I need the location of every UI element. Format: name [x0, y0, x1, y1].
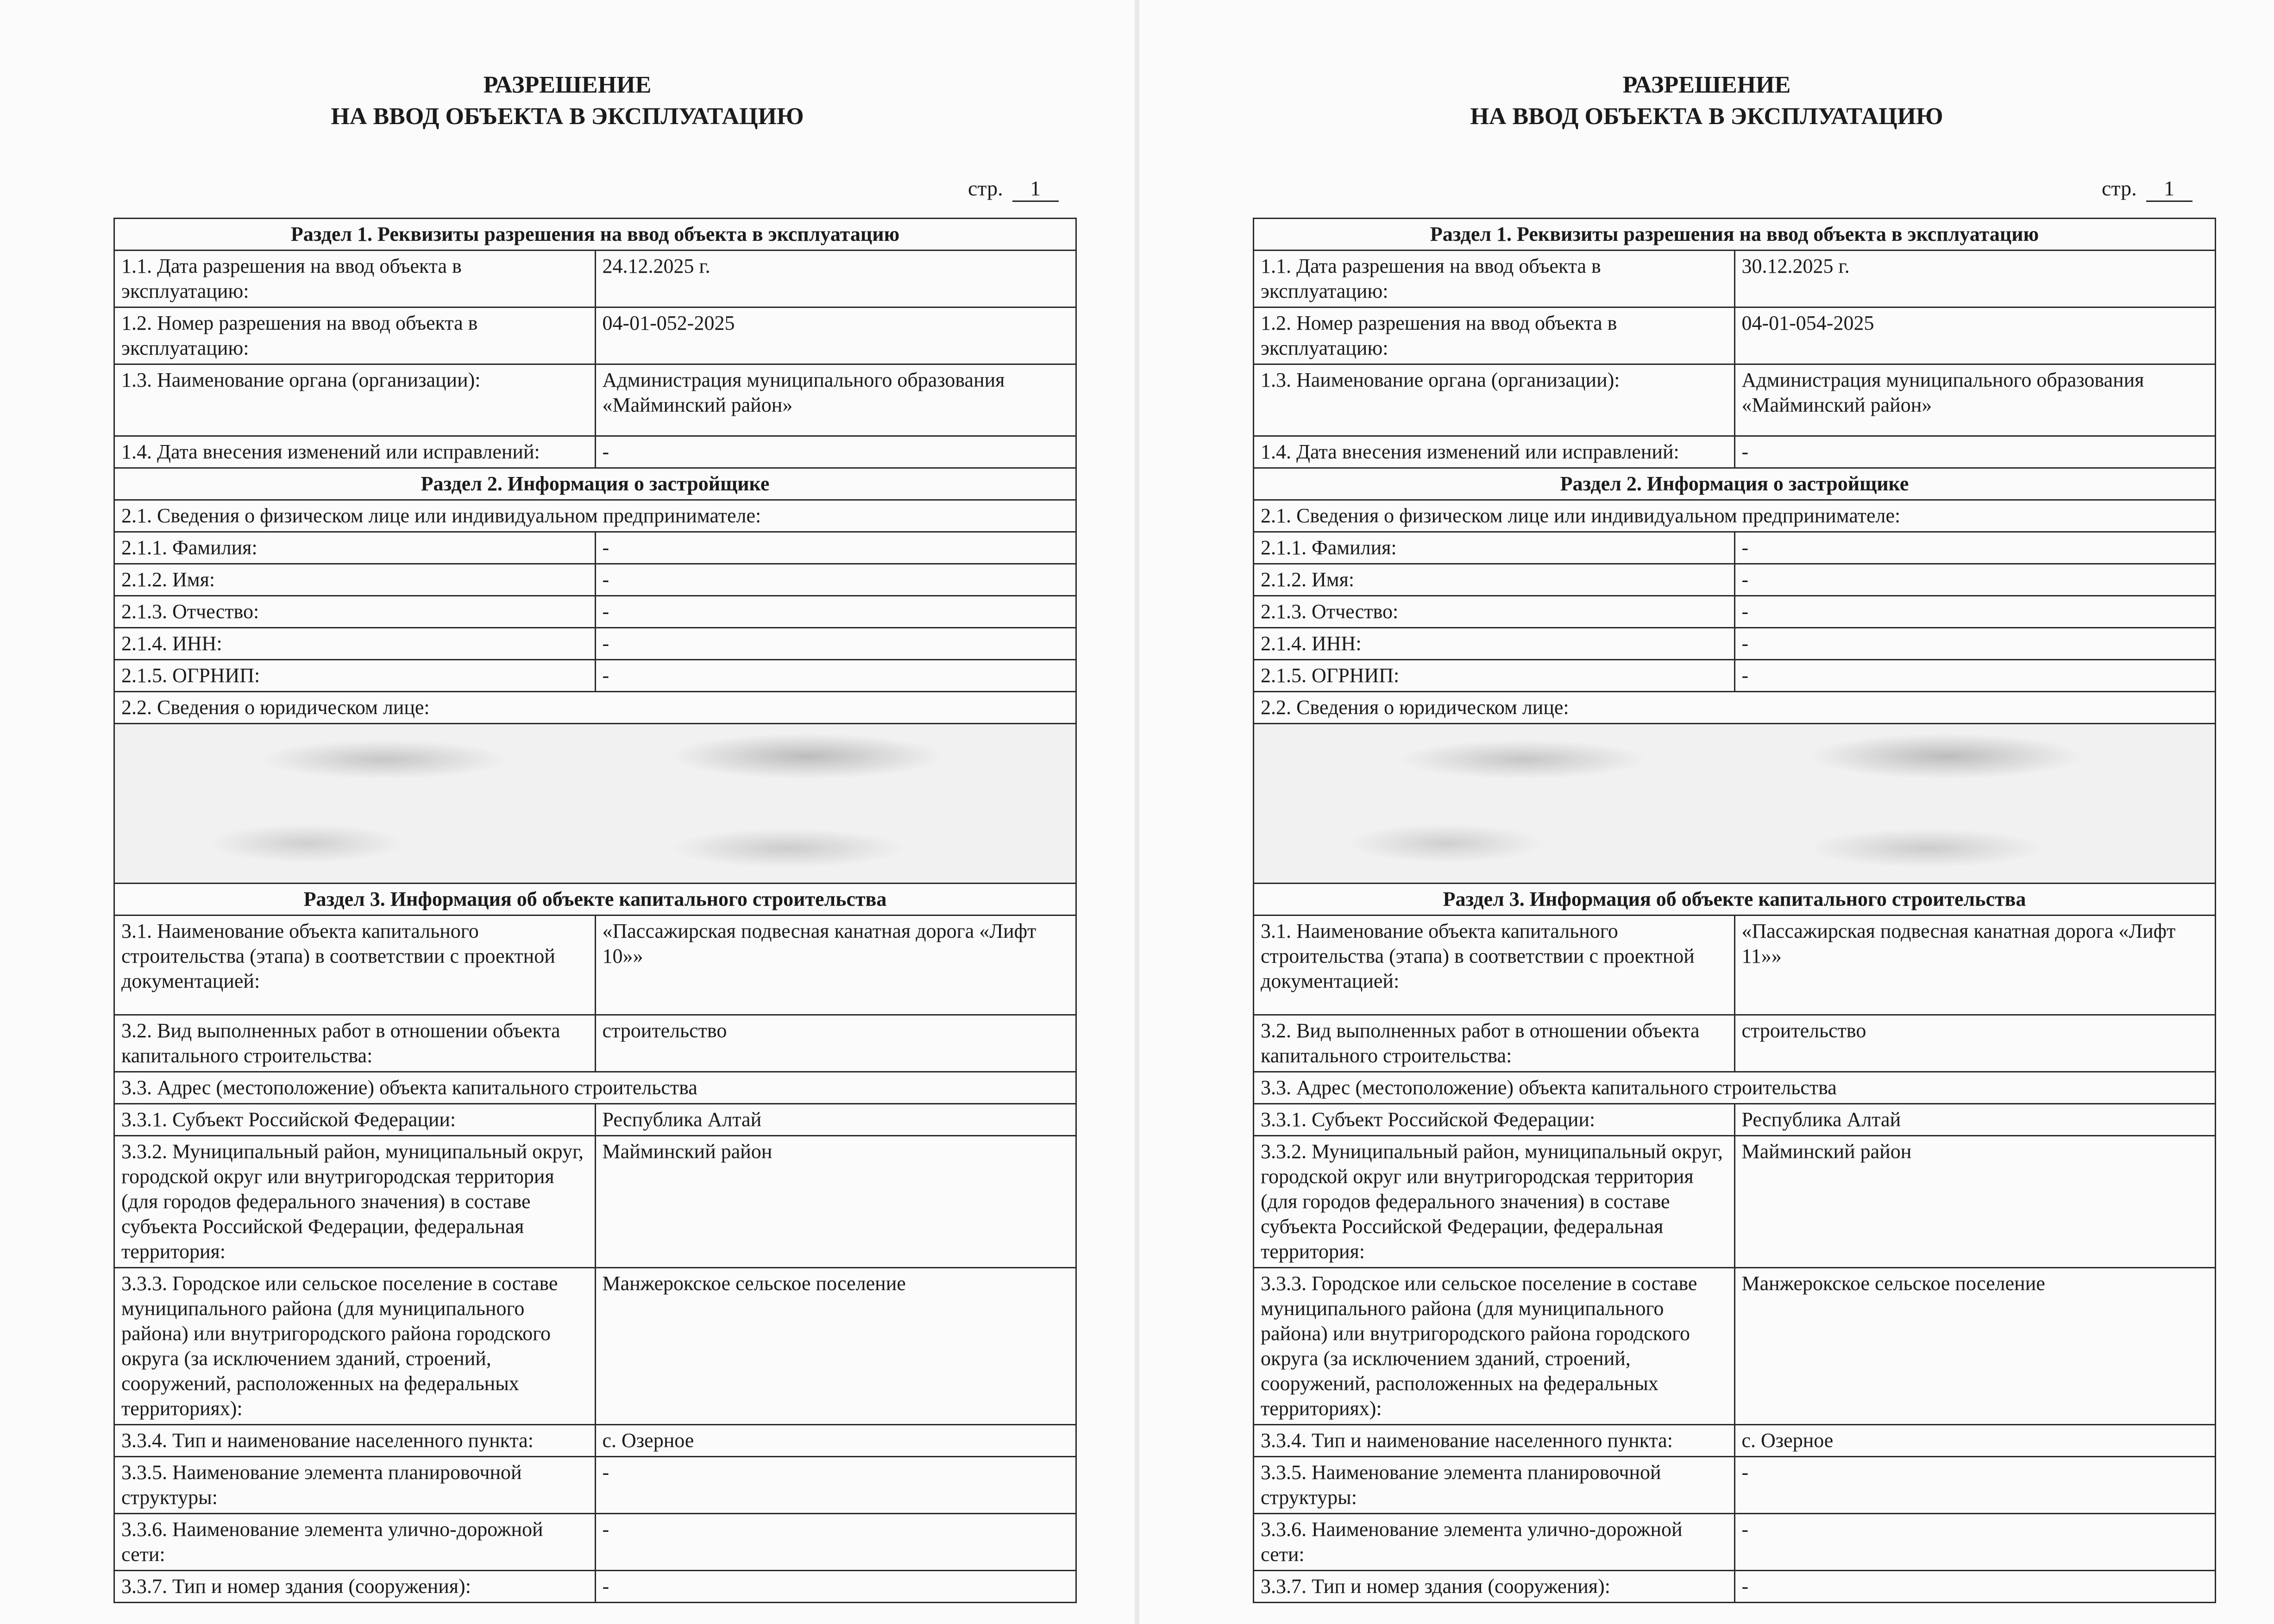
table-row	[114, 1514, 1076, 1571]
table-row	[114, 436, 1076, 468]
row-value: 30.12.2025 г.	[1734, 251, 2216, 307]
table-row	[114, 1425, 1076, 1457]
table-row	[1254, 364, 2216, 436]
table-row	[1254, 1457, 2216, 1514]
table-row	[114, 915, 1076, 1015]
row-label: 3.3.6. Наименование элемента улично-дорожной сети:	[1254, 1514, 1735, 1571]
table-row	[1254, 1015, 2216, 1072]
row-value: -	[1734, 1571, 2216, 1603]
table-row	[1254, 1425, 2216, 1457]
table-row	[1254, 564, 2216, 596]
row-label: 2.1.1. Фамилия:	[1254, 532, 1735, 564]
row-value: -	[595, 532, 1076, 564]
row-label: 1.2. Номер разрешения на ввод объекта в эксплуатацию:	[1254, 307, 1735, 364]
row-label: 3.3.7. Тип и номер здания (сооружения):	[114, 1571, 596, 1603]
row-value: с. Озерное	[1734, 1425, 2216, 1457]
row-label: 3.3.7. Тип и номер здания (сооружения):	[1254, 1571, 1735, 1603]
row-value: строительство	[595, 1015, 1076, 1072]
row-label: 3.3.4. Тип и наименование населенного пункта:	[1254, 1425, 1735, 1457]
row-label: 2.1.3. Отчество:	[114, 596, 596, 628]
row-label: 2.1. Сведения о физическом лице или индивидуальном предпринимателе:	[114, 500, 1076, 532]
row-value: Манжерокское сельское поселение	[1734, 1268, 2216, 1425]
row-label: 3.2. Вид выполненных работ в отношении объекта капитального строительства:	[114, 1015, 596, 1072]
section-3-title: Раздел 3. Информация об объекте капитального строительства	[114, 884, 1076, 915]
section-1-title: Раздел 1. Реквизиты разрешения на ввод объекта в эксплуатацию	[114, 219, 1076, 251]
row-value: 04-01-054-2025	[1734, 307, 2216, 364]
row-label: 3.1. Наименование объекта капитального строительства (этапа) в соответствии с проектной документацией:	[1254, 915, 1735, 1015]
row-value: -	[595, 564, 1076, 596]
row-label: 1.1. Дата разрешения на ввод объекта в эксплуатацию:	[114, 251, 596, 307]
row-value: -	[595, 628, 1076, 660]
permit-page-left	[0, 0, 1135, 1624]
page-number-value: 1	[1012, 176, 1059, 202]
row-value: «Пассажирская подвесная канатная дорога «Лифт 11»»	[1734, 915, 2216, 1015]
table-row	[114, 1015, 1076, 1072]
row-label: 1.4. Дата внесения изменений или исправлений:	[114, 436, 596, 468]
section-1-title: Раздел 1. Реквизиты разрешения на ввод объекта в эксплуатацию	[1254, 219, 2216, 251]
row-label: 1.1. Дата разрешения на ввод объекта в эксплуатацию:	[1254, 251, 1735, 307]
table-row	[1254, 915, 2216, 1015]
permit-page-right	[1139, 0, 2274, 1624]
title-line-2: НА ВВОД ОБЪЕКТА В ЭКСПЛУАТАЦИЮ	[1470, 103, 1943, 130]
row-label: 3.3.1. Субъект Российской Федерации:	[114, 1104, 596, 1136]
table-row	[1254, 1571, 2216, 1603]
row-value: строительство	[1734, 1015, 2216, 1072]
row-label: 2.2. Сведения о юридическом лице:	[1254, 692, 2216, 724]
row-label: 2.1.3. Отчество:	[1254, 596, 1735, 628]
table-row	[114, 364, 1076, 436]
table-row	[114, 564, 1076, 596]
table-row	[1254, 1268, 2216, 1425]
section-3-title: Раздел 3. Информация об объекте капитального строительства	[1254, 884, 2216, 915]
table-row	[114, 251, 1076, 307]
row-label: 3.3.3. Городское или сельское поселение в составе муниципального района (для муниципального района) или внутригородского района городского округа (за исключением зданий, строений, сооружений, расположенных на федеральных территориях):	[1254, 1268, 1735, 1425]
row-label: 3.3.2. Муниципальный район, муниципальный округ, городской округ или внутригородская территория (для городов федерального значения) в составе субъекта Российской Федерации, федеральная территория:	[1254, 1136, 1735, 1268]
row-label: 3.2. Вид выполненных работ в отношении объекта капитального строительства:	[1254, 1015, 1735, 1072]
table-row	[1254, 1136, 2216, 1268]
table-row	[114, 1571, 1076, 1603]
table-row	[1254, 628, 2216, 660]
row-value: Республика Алтай	[1734, 1104, 2216, 1136]
table-row	[114, 532, 1076, 564]
row-value: -	[595, 1457, 1076, 1514]
table-row	[114, 628, 1076, 660]
page-label: стр.	[2102, 176, 2137, 200]
row-label: 2.1.5. ОГРНИП:	[1254, 660, 1735, 692]
title-line-1: РАЗРЕШЕНИЕ	[1622, 72, 1791, 98]
row-value: -	[595, 1571, 1076, 1603]
row-label: 2.1.5. ОГРНИП:	[114, 660, 596, 692]
table-row	[1254, 660, 2216, 692]
section-2-title: Раздел 2. Информация о застройщике	[1254, 468, 2216, 500]
page-number-value: 1	[2146, 176, 2192, 202]
row-value: -	[1734, 1514, 2216, 1571]
table-row	[114, 1104, 1076, 1136]
section-2-title: Раздел 2. Информация о застройщике	[114, 468, 1076, 500]
table-row	[1254, 1104, 2216, 1136]
row-value: «Пассажирская подвесная канатная дорога «Лифт 10»»	[595, 915, 1076, 1015]
page-label: стр.	[968, 176, 1003, 200]
row-label: 3.1. Наименование объекта капитального строительства (этапа) в соответствии с проектной документацией:	[114, 915, 596, 1015]
table-row	[1254, 532, 2216, 564]
row-label: 2.1.4. ИНН:	[114, 628, 596, 660]
row-value: -	[1734, 660, 2216, 692]
row-value: -	[595, 596, 1076, 628]
row-value: Администрация муниципального образования «Майминский район»	[595, 364, 1076, 436]
redacted-area	[114, 724, 1076, 884]
permit-table	[1253, 218, 2216, 1603]
table-row	[1254, 307, 2216, 364]
row-label: 3.3.5. Наименование элемента планировочной структуры:	[1254, 1457, 1735, 1514]
row-value: -	[595, 660, 1076, 692]
row-value: с. Озерное	[595, 1425, 1076, 1457]
row-value: -	[595, 1514, 1076, 1571]
row-label: 1.4. Дата внесения изменений или исправлений:	[1254, 436, 1735, 468]
page-number	[968, 176, 1059, 202]
table-row	[1254, 251, 2216, 307]
row-label: 1.2. Номер разрешения на ввод объекта в эксплуатацию:	[114, 307, 596, 364]
row-label: 3.3.4. Тип и наименование населенного пункта:	[114, 1425, 596, 1457]
row-label: 3.3. Адрес (местоположение) объекта капитального строительства	[114, 1072, 1076, 1104]
row-label: 2.1.1. Фамилия:	[114, 532, 596, 564]
table-row	[114, 596, 1076, 628]
row-value: Майминский район	[1734, 1136, 2216, 1268]
row-label: 2.1.4. ИНН:	[1254, 628, 1735, 660]
row-label: 2.1.2. Имя:	[114, 564, 596, 596]
row-label: 3.3.1. Субъект Российской Федерации:	[1254, 1104, 1735, 1136]
title-line-1: РАЗРЕШЕНИЕ	[483, 72, 652, 98]
table-row	[1254, 1514, 2216, 1571]
row-value: Манжерокское сельское поселение	[595, 1268, 1076, 1425]
row-value: -	[1734, 436, 2216, 468]
page-title	[0, 69, 1135, 132]
page-title	[1139, 69, 2274, 132]
row-value: -	[1734, 1457, 2216, 1514]
row-label: 1.3. Наименование органа (организации):	[1254, 364, 1735, 436]
redacted-area	[1254, 724, 2216, 884]
table-row	[114, 1268, 1076, 1425]
table-row	[114, 1136, 1076, 1268]
row-value: Администрация муниципального образования «Майминский район»	[1734, 364, 2216, 436]
row-label: 3.3.5. Наименование элемента планировочной структуры:	[114, 1457, 596, 1514]
row-label: 2.2. Сведения о юридическом лице:	[114, 692, 1076, 724]
permit-table	[113, 218, 1077, 1603]
title-line-2: НА ВВОД ОБЪЕКТА В ЭКСПЛУАТАЦИЮ	[331, 103, 804, 130]
row-label: 3.3. Адрес (местоположение) объекта капитального строительства	[1254, 1072, 2216, 1104]
row-label: 2.1. Сведения о физическом лице или индивидуальном предпринимателе:	[1254, 500, 2216, 532]
table-row	[114, 307, 1076, 364]
table-row	[114, 1457, 1076, 1514]
row-label: 2.1.2. Имя:	[1254, 564, 1735, 596]
row-value: -	[1734, 564, 2216, 596]
row-value: 24.12.2025 г.	[595, 251, 1076, 307]
row-value: 04-01-052-2025	[595, 307, 1076, 364]
row-value: -	[595, 436, 1076, 468]
row-value: -	[1734, 628, 2216, 660]
row-value: -	[1734, 532, 2216, 564]
row-label: 3.3.3. Городское или сельское поселение в составе муниципального района (для муниципального района) или внутригородского района городского округа (за исключением зданий, строений, сооружений, расположенных на федеральных территориях):	[114, 1268, 596, 1425]
table-row	[1254, 436, 2216, 468]
table-row	[1254, 596, 2216, 628]
row-label: 3.3.6. Наименование элемента улично-дорожной сети:	[114, 1514, 596, 1571]
row-label: 3.3.2. Муниципальный район, муниципальный округ, городской округ или внутригородская территория (для городов федерального значения) в составе субъекта Российской Федерации, федеральная территория:	[114, 1136, 596, 1268]
row-value: -	[1734, 596, 2216, 628]
row-value: Республика Алтай	[595, 1104, 1076, 1136]
row-value: Майминский район	[595, 1136, 1076, 1268]
page-number	[2102, 176, 2192, 202]
row-label: 1.3. Наименование органа (организации):	[114, 364, 596, 436]
table-row	[114, 660, 1076, 692]
